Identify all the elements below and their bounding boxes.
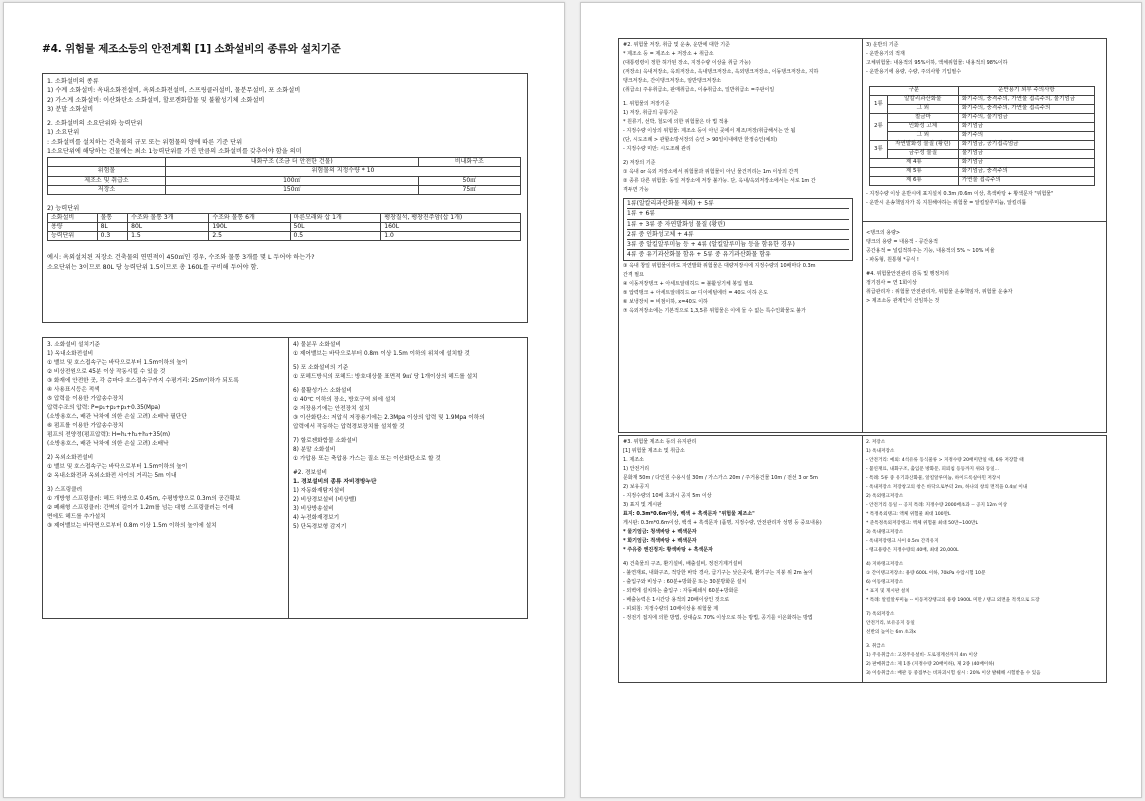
ability-unit-table (47, 213, 521, 241)
mixed-storage-rules-table (623, 198, 853, 261)
list-item: 1류 + 6류 (627, 209, 849, 219)
section-water-spray-and-alarm: 4) 물분무 소화설비 ① 제어밸브는 바닥으로부터 0.8m 이상 1.5m 이하의 위치에 설치할 것 5) 포 소화설비의 기준 ① 포헤드방식의 포헤드: 방호대상물 표면적 9㎡ 당 1개이상의 헤드를 설치 6) 불활성가스 소화설비 ① 40℃ 이하의 장소, 방호구역 외에 설치 ② 저장용기에는 안전장치 설치 ③ 이산화탄소: 저압식 저장용기에는 2.3Mpa 이상의 압력 및 1.9Mpa 이하의 압력에서 작동하는 압력경보장치를 설치할 것 7) 할로젠화합물 소화설비 8) 분말 소화설비 ① 가압용 또는 축압용 가스는 질소 또는 이산화탄소로 할 것 #2. 경보설비 1. 경보설비의 종류 자비경방누단 1) 자동화재탐지설비 2) 비상경보설비 (비상벨) 3) 비상방송설비 4) 누전화재경보기 5) 단독경보형 감지기 (288, 337, 528, 619)
sec1-text: 1. 소화설비의 종류 1) 수계 소화설비: 옥내소화전설비, 옥외소화전설비, 스프링클러설비, 물분무설비, 포 소화설비 2) 가스계 소화설비: 이산화탄소 소화설비, 할로겐화합물 및 불활성기체 소화설비 3) 분말 소화설비 2. 소화설비의 소요단위와 능력단위 1) 소요단위 : 소화설비를 설치하는 건축물의 규모 또는 위험물의 양에 따른 기준 단위 1소요단위에 해당하는 건물에는 최소 1능력단위를 가진 만큼의 소화설비를 갖추어야 함을 의미 (47, 78, 302, 156)
table-row: 2류 철금마 화기주의, 물기엄금 (870, 114, 1095, 123)
list-item: 2류 중 인화성고체 + 4류 (627, 230, 849, 240)
transport-caution-table (869, 86, 1095, 186)
table-row: 제 4류 화기엄금 (870, 159, 1095, 168)
table-row: 제 5류 화기엄금, 충격주의 (870, 168, 1095, 177)
example-text: 예시: 옥외설치된 저장소 건축물의 연면적이 450㎡인 경우, 수조와 물통 3개를 몇 L 두어야 하는가? 소요단위는 3이므로 80L 당 능력단위 1.5이므로 총 160L를 구비해 두어야 함. (47, 254, 315, 271)
list-item: 1류 + 3류 중 자연발화성 물질 (황린) (627, 220, 849, 230)
table-row: 소화설비 물통 수조와 물통 3개 수조와 물통 6개 마른모래와 삽 1개 팽창질석, 팽창진주암(삽 1개) (48, 214, 521, 223)
table-row: 용량 8L 80L 190L 50L 160L (48, 223, 521, 232)
table-row: 내화구조 (조금 더 안전한 건물) 비내화구조 (48, 158, 521, 167)
table-row: 능력단위 0.3 1.5 2.5 0.5 1.0 (48, 232, 521, 241)
table-row: 제조소 및 취급소 100㎡ 50㎡ (48, 176, 521, 185)
table-row: 그 외 화기주의 (870, 132, 1095, 141)
table-row: 3류 자연발화성 물질 (황린) 화기엄금, 공기접촉엄금 (870, 141, 1095, 150)
list-item: 4류 중 유기과산화물 함유 + 5류 중 유기과산화물 함유 (627, 251, 771, 259)
table-row: 구분 운반용기 외부 주의사항 (870, 87, 1095, 96)
table-row: 그 외 화기주의, 충격주의, 가연물 접촉주의 (870, 105, 1095, 114)
required-unit-table (47, 157, 521, 194)
table-row: 인화성 고체 화기엄금 (870, 123, 1095, 132)
section-fire-equipment-types (42, 73, 528, 323)
page-title: #4. 위험물 제조소등의 안전계획 [1] 소화설비의 종류와 설치기준 (42, 43, 341, 55)
table-row: 제 6류 가연물 접촉주의 (870, 177, 1095, 186)
ability-unit-label: 2) 능력단위 (47, 204, 80, 212)
section-transport-standards: 3) 운반의 기준 - 운반용기의 적재 고체위험물: 내용적의 95%이하, 액체위험물: 내용적의 98%이하 - 운반용기에 용량, 수량, 주의사항 기입필수 구분 운반용기 외부 주의사항 1류 알칼리과산화물 화기주의, 충격주의, 가연물 접촉주의, 물기엄금 그 외 화기주의, 충격주의, 가연물 접촉주의 2류 철금마 화기주의, 물기엄금 인화성 고체 화기엄금 그 외 화기주의 3류 자연발화성 물질 (황린) 화기엄금, 공기접촉엄금 금수성 물질 물기엄금 제 4류 화기엄금 제 5류 화기엄금, 충격주의 제 6류 가연물 접촉주의 - 지정수량 이상 운반시에 표지설치 0.3m /0.6m 이상, 흑색바탕 + 황색문자 "위험물" - 운반시 운송책임자가 꼭 지원해야하는 위험물 = 알킬알루미늄, 알킬리튬 <탱크의 용량> 탱크의 용량 = 내용적 - 공간용적 공간용적 = 널림적하주는 기능, 내용적의 5% ~ 10% 비율 - 파동형, 원통형 *공식 ! #4. 위험물안전관리 감독 및 행정처리 정기검사 = 연 1회이상 취급관리자 : 위험물 안전관리자, 위험물 운송책임자, 위험물 운송자 > 제조소등 관계인이 선임하는 것 (862, 38, 1107, 433)
list-item: 3류 중 알킬알루미늄 등 + 4류 (알킬알루미늄 등을 함유한 경우) (627, 240, 849, 250)
tank-capacity-notes: <탱크의 용량> 탱크의 용량 = 내용적 - 공간용적 공간용적 = 널림적하주는 기능, 내용적의 5% ~ 10% 비율 - 파동형, 원통형 *공식 ! #4. 위험물안전관리 감독 및 행정처리 정기검사 = 연 1회이상 취급관리자 : 위험물 안전관리자, 위험물 운송책임자, 위험물 운송자 > 제조소등 관계인이 선임하는 것 (866, 230, 1013, 304)
table-row: 저장소 150㎡ 75㎡ (48, 185, 521, 194)
document-page-2 (580, 2, 1142, 798)
list-item: 1류(알칼리과산화물 제외) + 5류 (627, 199, 849, 209)
table-row: 위험물 위험물의 지정수량 * 10 (48, 167, 521, 176)
table-row: 1류 알칼리과산화물 화기주의, 충격주의, 가연물 접촉주의, 물기엄금 (870, 96, 1095, 105)
section-facility-maintenance: #3. 위험물 제조소 등의 유지관리 [1] 위험물 제조소 및 취급소 1. 제조소 1) 안전거리 문화재 50m / 다인원 수용시설 30m / 가스가스 20m / 주거용건물 10m / 전선 3 or 5m 2) 보유공지 - 지정수량의 10배 초과시 공지 5m 이상 3) 표지 및 게시판 표지: 0.3m*0.6m이상, 백색 + 흑색문자 "위험물 제조소" 게시판: 0.3m*0.6m이상, 백색 + 흑색문자 (품명, 지정수량, 안전관리자 성명 등 중요내용) * 물기엄금: 청색바탕 + 백색문자 * 화기엄금: 적색바탕 + 백색문자 * 주유중 엔진정지: 황색바탕 + 흑색문자 4) 건축물의 구조, 환기설비, 배출설비, 정전기제거설비 - 불연재료, 내화구조, 적당한 바닥 경사, 급기구는 낮은곳에, 환기구는 지붕 위 2m 높이 - 출입구와 비상구 : 60분+방화문 또는 30분방화문 설치 - 외벽에 설치하는 출입구 : 자동폐쇄식 60분+방화문 - 배출능력은 1시간당 용적의 20배이상인 것으로 - 피뢰침: 지정수량의 10배이상용 위험물 제 - 정전기 접지에 의한 방법, 상대습도 70% 이상으로 하는 방법, 공기를 이온화하는 방법 (618, 435, 863, 683)
section-storage-and-handling-places: 2. 저장소 1) 옥내저장소 - 안전거리: 예외: 4석유류 동식물류 > 지정수량 20배미만일 때, 6류 저장할 때 - 불연재료, 내화구조, 출입문 방화문, 피뢰침 등등까지 위와 동일... - 특례: 5류 중 유기과산화물, 알킬알루미늄, 하이드록실아민 저장시 - 옥내저장소 저장창고의 창은 바닥으로부터 2m, 하나의 창의 면적을 0.4㎡ 이내 2) 옥외탱크저장소 - 안전거리 동일 -- 공지 특례: 지정수량 2000배초과 -- 공지 12m 이상 * 특정옥외탱크: 액체 위험물 최대 100만L * 준특정옥외저장탱크: 액체 위험물 최대 50만~100만L 3) 옥내탱크저장소 - 옥내저장탱크 사이 0.5m 간격유지 - 탱크용량은 지정수량의 40배, 최대 20,000L 4) 지하탱크저장소 ① 간이탱크저장소: 용량 600L 이하, 70kPa 수압시험 10분 6) 이동탱크저장소 * 표지 및 게시판 설치 * 특례: 알킬알루미늄 -- 이동저장탱크의 용량 1900L 미만 / 탱크 외면을 적색으로 도장 7) 옥외저장소 안전거리, 보유공지 동일 선반의 높이는 6m 초과x 3. 취급소 1) 주유취급소: 고정주유설비- 도로경계선까지 4m 이상 2) 판매취급소: 제 1종 (지정수량 20배이하), 제 2종 (40배이하) 3) 이송취급소: 배관 등 중접부는 비파괴시험 실시 : 20% 이상 발췌해 시험받을 수 있음 (862, 435, 1107, 683)
section-storage-handling-standards: #2. 위험물 저장, 취급 및 운송, 운반에 대한 기준 * 제조소 등 = 제조소 + 저장소 + 취급소 (대통령령이 정한 허가된 장소, 지정수량 이상을 취급 가능) (저장소) 옥내저장소, 옥외저장소, 옥내탱크저장소, 옥외탱크저장소, 이동탱크저장소, 지하 탱크저장소, 간이탱크저장소, 암반탱크저장소 (취급소) 주유취급소, 판매취급소, 이송취급소, 일반취급소 =주판이일 1. 위험물의 저장기준 1) 저장, 취급의 공통기준 * 원류기, 선박, 철도에 의한 위험물은 타 법 적용 - 지정수량 이상의 위험물: 제조소 등이 아닌 곳에서 제조/저장/취급해서는 안 됨 (단, 시도조례 > 관할소방서장의 승인 > 90일이내에만 한정승인(예외) - 지정수량 미만: 시도조례 관리 2) 저장의 기준 ① 옥내 or 옥외 저장소에서 위험물과 위험물이 아닌 물건끼리는 1m 이상의 간격 ② 종류 다른 위험물: 동일 저장소에 저장 불가능. 단, 옥내/옥외저장소에서는 서로 1m 간 격두면 가능 1류(알칼리과산화물 제외) + 5류 1류 + 6류 1류 + 3류 중 자연발화성 물질 (황린) 2류 중 인화성고체 + 4류 3류 중 알킬알루미늄 등 + 4류 (알킬알루미늄 등을 함유한 경우) 4류 중 유기과산화물 함유 + 5류 중 유기과산화물 함유 ③ 옥내 창일 위험물이라도 자연발화 위험물은 대량저장시에 지정수량의 10배마다 0.3m 간격 필요 ④ 이동저장탱크 + 아세트알데히드 = 불활성기체 봉입 필요 ⑤ 압력탱크 + 아세트알데히드 or 디이에틸에터 = 40도 이하 온도 ⑥ 보냉장치 = 비점이하, x=40도 이하 ⑦ 옥외저장소에는 기본적으로 1,3,5류 위험물은 이에 둘 수 없는 특수인화물도 불가 (618, 38, 863, 433)
document-page-1 (3, 2, 565, 798)
section-divider (862, 221, 1106, 222)
section-installation-standards: 3. 소화설비 설치기준 1) 옥내소화전설비 ① 밸브 및 호스접속구는 바닥으로부터 1.5m이하의 높이 ② 비상전원으로 45분 이상 작동시킬 수 있을 것 ③ 화재에 안전한 곳, 각 층마다 호스접속구까지 수평거리: 25m이하가 되도록 ④ 사용표시등은 적색 ⑤ 압력을 이용한 가압송수장치 압력수조의 압력: P=p₁+p₂+p₃+0.35(Mpa) (소방용호스, 배관 낙차에 의한 손실 고려) 소배낙 필단단 ⑥ 펌프를 이용한 가압송수장치 펌프의 전양정(펌프압력): H=h₁+h₂+h₃+35(m) (소방용호스, 배관 낙차에 의한 손실 고려) 소배낙 2) 옥외소화전설비 ① 밸브 및 호스접속구는 바닥으로부터 1.5m이하의 높이 ② 옥내소화전과 옥외소화전 사이의 거리는 5m 이내 3) 스프링클러 ① 개방형 스프링클러: 헤드 하방으로 0.45m, 수평방향으로 0.3m의 공간확보 ② 폐쇄형 스프링클러: 간벽의 길이가 1.2m를 넘는 대형 스프링클러는 이래 면에도 헤드를 추가설치 ③ 제어밸브는 바닥면으로부터 0.8m 이상 1.5m 이하의 높이에 설치 (42, 337, 289, 619)
table-row: 금수성 물질 물기엄금 (870, 150, 1095, 159)
